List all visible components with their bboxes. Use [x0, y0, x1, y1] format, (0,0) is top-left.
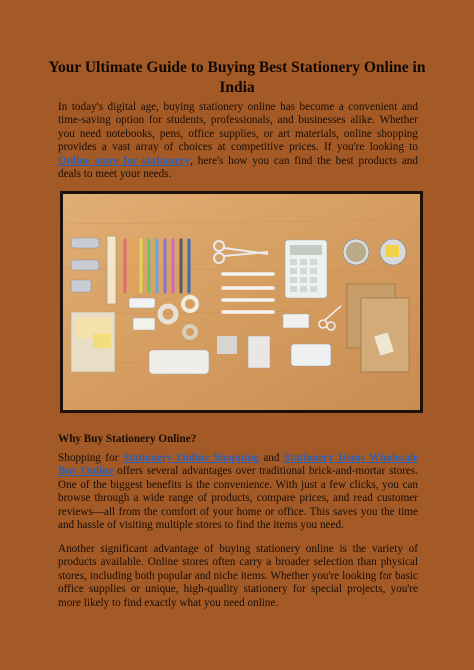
stationery-flatlay-image [63, 194, 420, 410]
intro-text-after: , here's how you can find the best products and deals to meet your needs. [58, 154, 418, 181]
stationery-online-shopping-link[interactable]: Stationery Online Shopping [122, 452, 259, 464]
page-title: Your Ultimate Guide to Buying Best Stationery Online in India [48, 59, 426, 96]
section-heading: Why Buy Stationery Online? [58, 433, 197, 445]
online-store-link[interactable]: Online store for stationery [58, 154, 191, 167]
advantages-paragraph [58, 452, 418, 532]
p2-text-before: Shopping for [58, 452, 123, 464]
intro-paragraph [58, 101, 418, 181]
p2-text-mid: and [258, 452, 284, 464]
stationery-photo [60, 191, 423, 413]
intro-text-before: In today's digital age, buying stationery online has become a convenient and time-saving option for students, professionals, and businesses alike. Whether you need notebooks, pens, office supplies, or art materials, online shopping provides a vast array of choices at competitive prices. If you're looking to [58, 101, 418, 154]
stationery-wholesale-link[interactable]: Stationery Items Wholesale Buy Online [58, 452, 418, 478]
variety-paragraph: Another significant advantage of buying stationery online is the variety of products available. Online stores often carry a broader selection than physical stores, including both popular and niche items. Whether you're looking for basic office supplies or unique, high-quality stationery for special projects, you're more likely to find exactly what you need online. [58, 543, 418, 609]
p2-text-after: offers several advantages over traditional brick-and-mortar stores. One of the biggest benefits is the convenience. With just a few clicks, you can browse through a wide range of products, compare prices, and read customer reviews—all from the comfort of your home or office. This saves you the time and hassle of visiting multiple stores to find the items you need. [58, 465, 418, 532]
